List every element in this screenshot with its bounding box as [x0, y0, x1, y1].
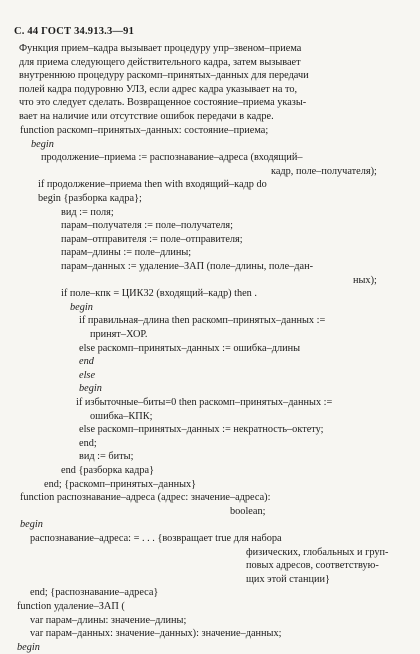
code-line: ошибка–КПК;: [90, 410, 153, 422]
code-line: begin: [70, 301, 93, 313]
code-line: function раскомп–принятых–данных: состояние–приема;: [20, 125, 269, 136]
code-line: if поле–кпк = ЦИК32 (входящий–кадр) then .: [61, 288, 257, 300]
code-line: else: [79, 369, 96, 381]
page-header: С. 44 ГОСТ 34.913.3—91: [14, 26, 135, 37]
code-line: продолжение–приема := распознавание–адреса (входящий–: [41, 152, 303, 164]
code-line: end;: [79, 437, 97, 449]
code-line: if избыточные–биты=0 then раскомп–принятых–данных :=: [76, 397, 333, 408]
code-line: ных);: [353, 274, 377, 286]
code-line: var парам–данных: значение–данных): значение–данных;: [30, 628, 282, 640]
code-line: кадр, поле–получателя);: [271, 165, 377, 177]
code-line: вид := биты;: [79, 451, 134, 463]
code-line: парам–отправителя := поле–отправителя;: [61, 233, 243, 245]
code-line: var парам–длины: значение–длины;: [30, 614, 187, 626]
code-line: щих этой станции}: [246, 573, 330, 585]
code-line: end {разборка кадра}: [61, 465, 155, 476]
code-line: begin: [17, 641, 40, 653]
code-line: парам–длины := поле–длины;: [61, 247, 192, 259]
code-line: распознавание–адреса: = . . . {возвращает true для набора: [30, 533, 282, 544]
code-line: end: [79, 356, 94, 368]
code-line: end; {распознавание–адреса}: [30, 587, 159, 599]
code-line: парам–данных := удаление–ЗАП (поле–длины, поле–дан-: [61, 261, 314, 272]
code-line: begin: [20, 519, 43, 531]
code-line: if правильная–длина then раскомп–принятых–данных :=: [79, 315, 326, 327]
paragraph-line: внутреннюю процедуру раскомп–принятых–данных для передачи: [19, 70, 309, 82]
paragraph-line: Функция прием–кадра вызывает процедуру упр–звеном–приема: [19, 43, 302, 54]
code-line: физических, глобальных и груп-: [246, 546, 389, 558]
code-line: else раскомп–принятых–данных := некратность–октету;: [79, 424, 324, 436]
paragraph-line: вает на наличие или отсутствие ошибок передачи в кадре.: [19, 111, 274, 122]
code-line: end; {раскомп–принятых–данных}: [44, 478, 197, 490]
code-line: парам–получателя := поле–получателя;: [61, 220, 233, 232]
code-line: повых адресов, соответствую-: [246, 560, 379, 572]
code-line: вид := поля;: [61, 206, 114, 218]
code-line: boolean;: [230, 505, 266, 517]
code-line: принят–ХОР.: [90, 329, 148, 340]
code-line: begin: [31, 138, 54, 150]
code-line: function удаление–ЗАП (: [17, 601, 125, 612]
paragraph-line: для приема следующего действительного кадра, затем вызывает: [19, 56, 301, 68]
code-line: else раскомп–принятых–данных := ошибка–длины: [79, 342, 301, 354]
code-line: function распознавание–адреса (адрес: значение–адреса):: [20, 492, 271, 504]
code-line: if продолжение–приема then with входящий–кадр do: [38, 179, 267, 191]
paragraph-line: полей кадра подуровню УЛЗ, если адрес кадра указывает на то,: [19, 83, 298, 95]
paragraph-line: что это следует сделать. Возвращенное состояние–приема указы-: [19, 97, 307, 109]
code-line: begin: [79, 383, 102, 395]
code-line: begin {разборка кадра};: [38, 193, 142, 204]
